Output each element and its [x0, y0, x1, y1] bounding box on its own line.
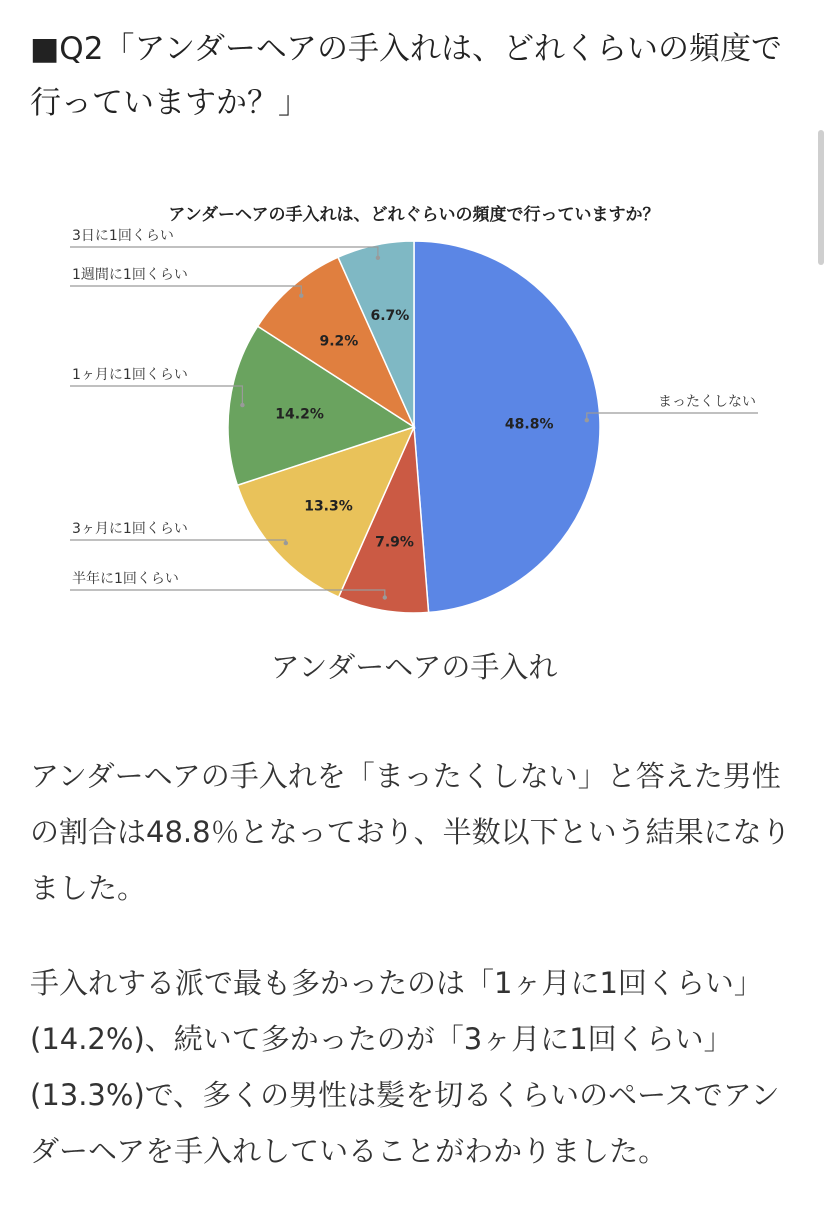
category-label: 3日に1回くらい — [72, 228, 174, 244]
chart-caption: アンダーヘアの手入れ — [270, 650, 558, 684]
leader-dot — [383, 595, 387, 599]
category-label: 1週間に1回くらい — [72, 267, 188, 283]
category-label: 1ヶ月に1回くらい — [72, 367, 188, 383]
category-label: 半年に1回くらい — [72, 571, 179, 587]
slice-value-label: 48.8% — [504, 416, 554, 433]
leader-line — [70, 247, 378, 258]
paragraph-1: アンダーヘアの手入れを「まったくしない」と答えた男性の割合は48.8％となっており、半数以下という結果になりました。 — [30, 759, 791, 905]
slice-value-label: 9.2% — [319, 333, 359, 350]
leader-line — [587, 413, 758, 420]
leader-dot — [585, 418, 589, 422]
chart-title: アンダーヘアの手入れは、どれぐらいの頻度で行っていますか？ — [168, 205, 660, 225]
leader-line — [70, 286, 301, 296]
leader-dot — [376, 256, 380, 260]
leader-dot — [240, 403, 244, 407]
slice-value-label: 7.9% — [375, 534, 414, 551]
slice-value-label: 6.7% — [370, 308, 410, 325]
category-label: 3ヶ月に1回くらい — [72, 521, 188, 537]
pie-chart — [0, 180, 828, 630]
pie-chart-svg — [0, 180, 828, 630]
leader-dot — [299, 294, 303, 298]
slice-value-label: 14.2% — [275, 406, 324, 423]
leader-dot — [284, 541, 288, 545]
question-heading: ■Q2「アンダーヘアの手入れは、どれくらいの頻度で行っていますか？」 — [30, 31, 783, 121]
category-label: まったくしない — [658, 394, 756, 410]
slice-value-label: 13.3% — [304, 498, 353, 515]
paragraph-2: 手入れする派で最も多かったのは「1ヶ月に1回くらい」(14.2%)、続いて多かったのが「3ヶ月に1回くらい」(13.3%)で、多くの男性は髪を切るくらいのペースでアンダーヘアを手入れしていることがわかりました。 — [30, 966, 780, 1168]
leader-line — [70, 540, 286, 543]
leader-line — [70, 386, 242, 405]
